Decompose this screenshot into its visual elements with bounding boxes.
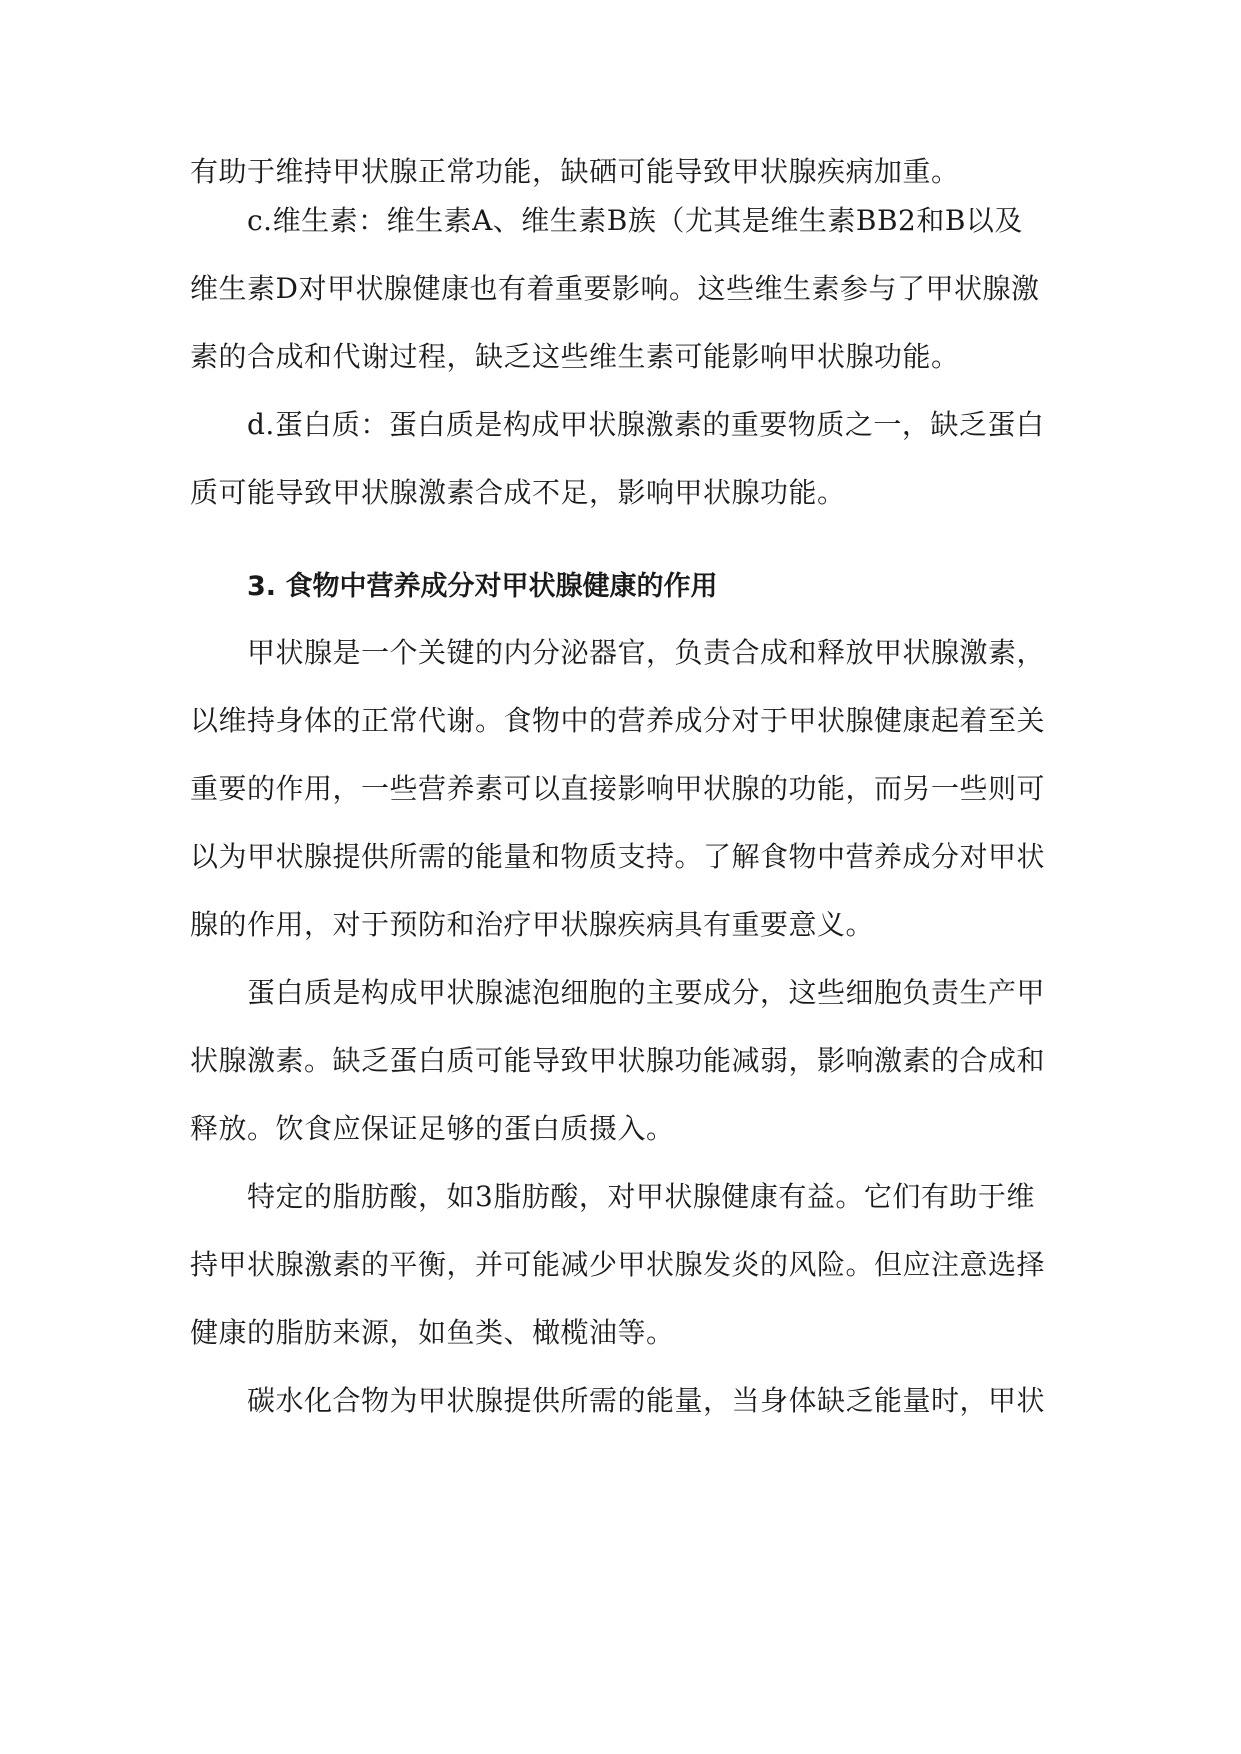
paragraph-line: 健康的脂肪来源，如鱼类、橄榄油等。 — [190, 1316, 675, 1349]
paragraph-line: 碳水化合物为甲状腺提供所需的能量，当身体缺乏能量时，甲状 — [247, 1384, 1046, 1417]
paragraph-line: 特定的脂肪酸，如3脂肪酸，对甲状腺健康有益。它们有助于维 — [247, 1180, 1035, 1213]
paragraph-line: 质可能导致甲状腺激素合成不足，影响甲状腺功能。 — [190, 476, 846, 509]
paragraph-line: 维生素D对甲状腺健康也有着重要影响。这些维生素参与了甲状腺激 — [190, 272, 1040, 305]
paragraph-line: 释放。饮食应保证足够的蛋白质摄入。 — [190, 1112, 675, 1145]
paragraph-line: 蛋白质是构成甲状腺滤泡细胞的主要成分，这些细胞负责生产甲 — [247, 976, 1046, 1009]
paragraph-line: 有助于维持甲状腺正常功能，缺硒可能导致甲状腺疾病加重。 — [190, 155, 960, 188]
paragraph-line: 以为甲状腺提供所需的能量和物质支持。了解食物中营养成分对甲状 — [190, 840, 1046, 873]
paragraph-line: 腺的作用，对于预防和治疗甲状腺疾病具有重要意义。 — [190, 908, 875, 941]
paragraph-line: d.蛋白质：蛋白质是构成甲状腺激素的重要物质之一，缺乏蛋白 — [247, 408, 1045, 441]
section-heading: 3. 食物中营养成分对甲状腺健康的作用 — [247, 571, 718, 602]
paragraph-line: 以维持身体的正常代谢。食物中的营养成分对于甲状腺健康起着至关 — [190, 704, 1046, 737]
paragraph-line: 素的合成和代谢过程，缺乏这些维生素可能影响甲状腺功能。 — [190, 340, 960, 373]
paragraph-line: 甲状腺是一个关键的内分泌器官，负责合成和释放甲状腺激素， — [247, 636, 1046, 669]
paragraph-line: c.维生素：维生素A、维生素B族（尤其是维生素BB2和B以及 — [247, 204, 1023, 237]
paragraph-line: 持甲状腺激素的平衡，并可能减少甲状腺发炎的风险。但应注意选择 — [190, 1248, 1046, 1281]
paragraph-line: 重要的作用，一些营养素可以直接影响甲状腺的功能，而另一些则可 — [190, 772, 1046, 805]
paragraph-line: 状腺激素。缺乏蛋白质可能导致甲状腺功能减弱，影响激素的合成和 — [190, 1044, 1046, 1077]
